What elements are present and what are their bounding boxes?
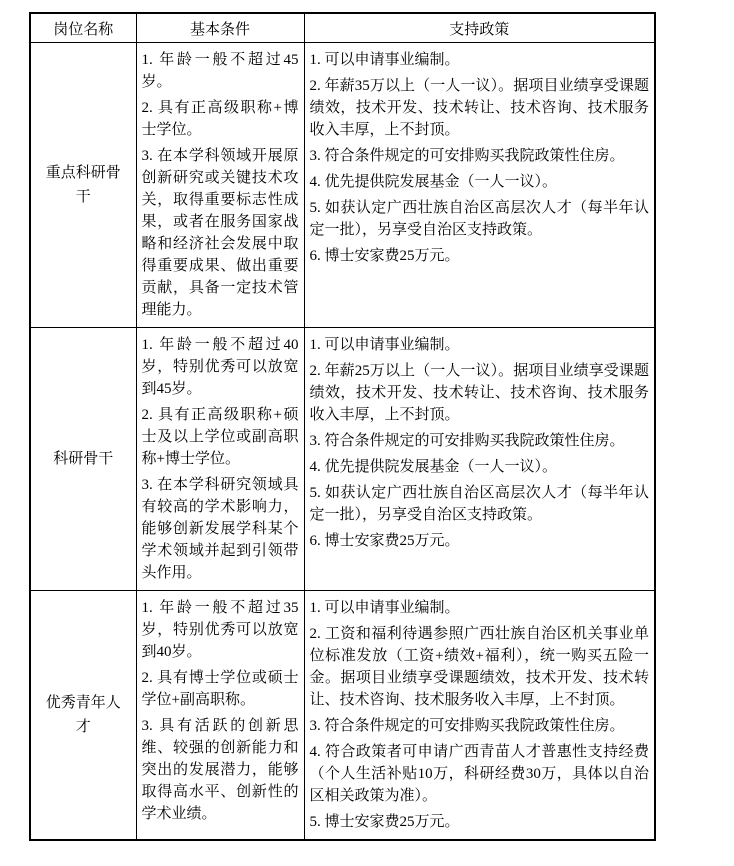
policies-cell bbox=[304, 43, 655, 328]
condition-item: 3. 在本学科研究领域具有较高的学术影响力，能够创新发展学科某个学术领域并起到引领带头作用。 bbox=[141, 477, 299, 581]
position-cell: 优秀青年人才 bbox=[30, 591, 136, 841]
position-cell: 重点科研骨干 bbox=[30, 43, 136, 328]
policy-item: 2. 工资和福利待遇参照广西壮族自治区机关事业单位标准发放（工资+绩效+福利），统一购买五险一金。据项目业绩享受课题绩效，技术开发、技术转让、技术咨询、技术服务收入丰厚，上不封顶。 bbox=[309, 626, 649, 708]
policies-cell bbox=[304, 328, 655, 591]
policy-item: 3. 符合条件规定的可安排购买我院政策性住房。 bbox=[309, 433, 625, 449]
conditions-cell bbox=[136, 328, 304, 591]
policies-cell bbox=[304, 591, 655, 841]
condition-item: 1. 年龄一般不超过45岁。 bbox=[141, 52, 299, 90]
policy-item: 1. 可以申请事业编制。 bbox=[309, 52, 460, 68]
header-basic-conditions: 基本条件 bbox=[136, 13, 304, 43]
policy-item: 2. 年薪25万以上（一人一议）。据项目业绩享受课题绩效，技术开发、技术转让、技术咨询、技术服务收入丰厚，上不封顶。 bbox=[309, 363, 649, 423]
table-row-key-research-backbone bbox=[30, 43, 655, 328]
header-position-name: 岗位名称 bbox=[30, 13, 136, 43]
policy-item: 1. 可以申请事业编制。 bbox=[309, 600, 460, 616]
condition-item: 1. 年龄一般不超过40岁，特别优秀可以放宽到45岁。 bbox=[141, 337, 299, 397]
condition-item: 2. 具有正高级职称+硕士及以上学位或副高职称+博士学位。 bbox=[141, 407, 299, 467]
policy-item: 4. 优先提供院发展基金（一人一议）。 bbox=[309, 459, 558, 475]
conditions-cell bbox=[136, 43, 304, 328]
policy-item: 4. 优先提供院发展基金（一人一议）。 bbox=[309, 174, 558, 190]
policy-item: 5. 如获认定广西壮族自治区高层次人才（每半年认定一批），另享受自治区支持政策。 bbox=[309, 485, 649, 523]
policy-item: 3. 符合条件规定的可安排购买我院政策性住房。 bbox=[309, 718, 625, 734]
condition-item: 2. 具有博士学位或硕士学位+副高职称。 bbox=[141, 670, 299, 708]
condition-item: 1. 年龄一般不超过35岁，特别优秀可以放宽到40岁。 bbox=[141, 600, 299, 660]
header-row bbox=[30, 13, 655, 43]
policy-item: 1. 可以申请事业编制。 bbox=[309, 337, 460, 353]
position-cell: 科研骨干 bbox=[30, 328, 136, 591]
policy-item: 4. 符合政策者可申请广西青苗人才普惠性支持经费（个人生活补贴10万，科研经费30万，具体以自治区相关政策为准）。 bbox=[309, 744, 649, 804]
header-support-policies: 支持政策 bbox=[304, 13, 655, 43]
table-row-research-backbone bbox=[30, 328, 655, 591]
document-page bbox=[0, 12, 734, 866]
policy-item: 3. 符合条件规定的可安排购买我院政策性住房。 bbox=[309, 148, 625, 164]
policy-item: 5. 如获认定广西壮族自治区高层次人才（每半年认定一批），另享受自治区支持政策。 bbox=[309, 200, 649, 238]
policy-item: 5. 博士安家费25万元。 bbox=[309, 814, 460, 830]
conditions-cell bbox=[136, 591, 304, 841]
table-row-outstanding-young-talent bbox=[30, 591, 655, 841]
condition-item: 2. 具有正高级职称+博士学位。 bbox=[141, 100, 299, 138]
condition-item: 3. 在本学科领域开展原创新研究或关键技术攻关，取得重要标志性成果，或者在服务国家战略和经济社会发展中取得重要成果、做出重要贡献，具备一定技术管理能力。 bbox=[141, 148, 299, 318]
recruitment-positions-table bbox=[29, 12, 656, 841]
policy-item: 2. 年薪35万以上（一人一议）。据项目业绩享受课题绩效，技术开发、技术转让、技术咨询、技术服务收入丰厚，上不封顶。 bbox=[309, 78, 649, 138]
policy-item: 6. 博士安家费25万元。 bbox=[309, 533, 460, 549]
policy-item: 6. 博士安家费25万元。 bbox=[309, 248, 460, 264]
condition-item: 3. 具有活跃的创新思维、较强的创新能力和突出的发展潜力，能够取得高水平、创新性的学术业绩。 bbox=[141, 718, 299, 822]
